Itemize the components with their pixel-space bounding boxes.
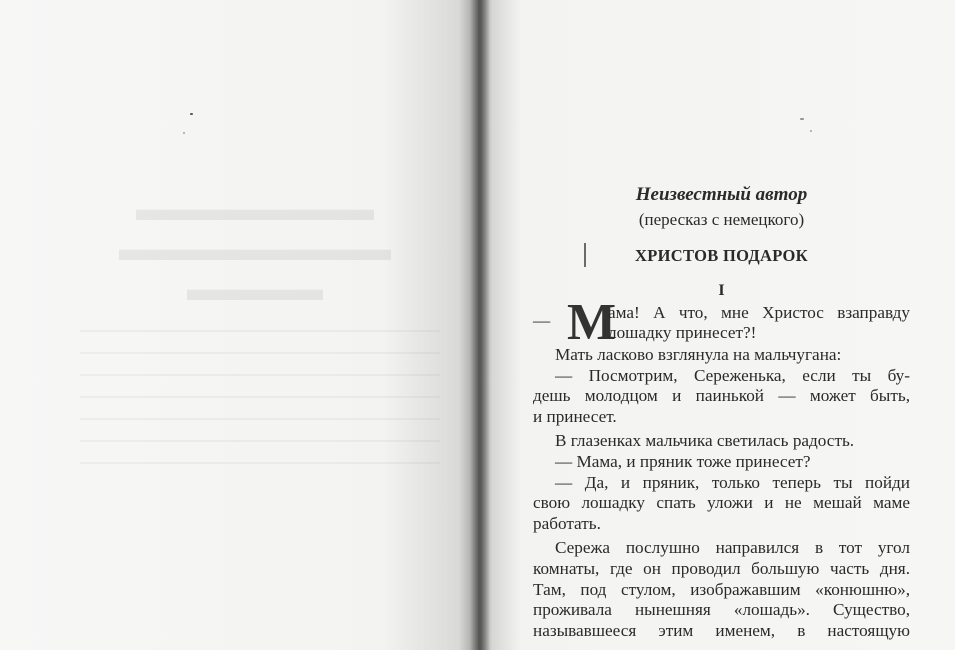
text-line: — Мама, и пряник тоже принесет? bbox=[555, 451, 811, 471]
text-line: — Да, и пряник, только теперь ты пойди bbox=[555, 472, 910, 492]
body-text bbox=[533, 345, 910, 641]
text-line: ама! А что, мне Христос взаправду bbox=[608, 303, 910, 322]
title-block bbox=[533, 245, 910, 267]
text-line: работать. bbox=[533, 513, 601, 533]
text-line: и принесет. bbox=[533, 406, 617, 426]
chapter-number: I bbox=[718, 282, 725, 299]
paper-speck bbox=[183, 132, 185, 134]
bleed-through-lines bbox=[80, 330, 440, 484]
author-name: Неизвестный автор bbox=[635, 184, 808, 205]
drop-cap: М bbox=[567, 294, 617, 351]
opening-paragraph bbox=[533, 294, 910, 351]
text-line: Мать ласково взглянула на мальчугана: bbox=[555, 345, 842, 364]
dialogue-dash: — bbox=[533, 311, 551, 330]
text-line: свою лошадку спать уложи и не мешай маме bbox=[533, 493, 910, 513]
text-line: проживала нынешняя «лошадь». Существо, bbox=[533, 600, 910, 620]
text-line: — Посмотрим, Сереженька, если ты бу- bbox=[555, 365, 910, 385]
bleed-through-text: ▬▬▬▬▬▬▬ ▬▬▬▬▬▬▬▬ ▬▬▬▬ bbox=[119, 191, 391, 308]
text-line: Там, под стулом, изображавшим «конюшню», bbox=[533, 579, 910, 599]
page-content bbox=[533, 183, 910, 641]
paper-speck bbox=[800, 118, 804, 120]
text-line: Сережа послушно направился в тот угол bbox=[555, 538, 910, 558]
text-line: называвшееся этим именем, в настоящую bbox=[533, 620, 910, 640]
text-line: дешь молодцом и паинькой — может быть, bbox=[533, 386, 910, 406]
text-line: лошадку принесет?! bbox=[608, 323, 757, 342]
text-line: В глазенках мальчика светилась радость. bbox=[555, 431, 855, 451]
book-gutter bbox=[470, 0, 490, 650]
paper-speck bbox=[190, 113, 193, 115]
title-marker bbox=[584, 243, 586, 267]
paper-speck bbox=[810, 130, 812, 132]
translation-note: (пересказ с немецкого) bbox=[638, 210, 805, 229]
story-title: ХРИСТОВ ПОДАРОК bbox=[635, 246, 808, 265]
text-line: комнаты, где он проводил большую часть дня. bbox=[533, 558, 910, 578]
